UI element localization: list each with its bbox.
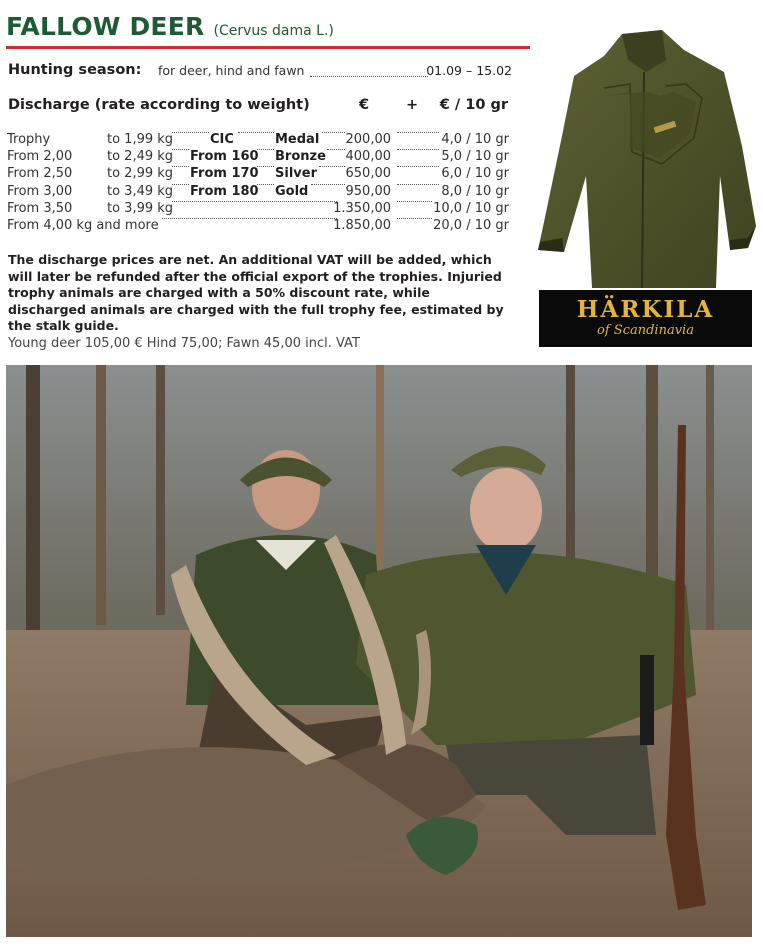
col-per-10gr: € / 10 gr <box>439 97 508 113</box>
rate-price: 400,00 <box>345 149 391 165</box>
rate-bracket: From 160 <box>190 149 259 165</box>
rate-from: From 3,00 <box>7 183 73 199</box>
brand-tagline: of Scandinavia <box>597 323 694 338</box>
title-rule <box>6 46 530 49</box>
season-dates: 01.09 – 15.02 <box>426 63 512 78</box>
rate-per-10gr: 20,0 / 10 gr <box>433 217 509 233</box>
rates-table <box>7 132 509 235</box>
leader-dots <box>397 201 432 202</box>
leader-dots <box>397 184 439 185</box>
leader-dots <box>397 132 439 133</box>
jacket-image <box>534 26 760 288</box>
rate-medal: Medal <box>275 132 320 147</box>
rate-to: to 2,99 kg <box>107 166 174 182</box>
hunting-season-row <box>8 62 512 78</box>
leader-dots <box>257 184 274 185</box>
rate-bracket: From 180 <box>190 183 259 199</box>
hunting-photo <box>6 365 752 937</box>
leader-dots <box>397 218 432 219</box>
rate-price: 950,00 <box>345 183 391 199</box>
season-text: for deer, hind and fawn <box>158 63 305 78</box>
rate-from: From 2,00 <box>7 149 73 165</box>
leader-dots <box>172 201 337 202</box>
rate-to: to 3,49 kg <box>107 183 174 199</box>
rate-row <box>7 149 509 166</box>
rate-from: From 2,50 <box>7 166 73 182</box>
leader-dots <box>257 166 274 167</box>
rate-medal: Bronze <box>275 149 326 165</box>
rate-from: Trophy <box>7 132 51 147</box>
leader-dots <box>238 132 274 133</box>
leader-dots <box>397 166 439 167</box>
leader-dots <box>257 149 274 150</box>
leader-dots <box>172 184 189 185</box>
brand-name: HÄRKILA <box>576 296 715 323</box>
season-label: Hunting season: <box>8 62 142 78</box>
rate-to: to 2,49 kg <box>107 149 174 165</box>
leader-dots <box>310 76 428 77</box>
leader-dots <box>397 149 439 150</box>
rate-price: 650,00 <box>345 166 391 182</box>
rate-to: to 3,99 kg <box>107 200 174 216</box>
rate-price: 200,00 <box>345 132 391 147</box>
leader-dots <box>319 166 345 167</box>
col-plus: + <box>406 97 419 113</box>
discharge-heading: Discharge (rate according to weight) <box>8 97 310 113</box>
rate-per-10gr: 8,0 / 10 gr <box>441 183 509 199</box>
rate-from: From 3,50 <box>7 200 73 216</box>
rate-price: 1.350,00 <box>333 200 391 216</box>
title-latin: (Cervus dama L.) <box>213 23 334 39</box>
leader-dots <box>322 132 345 133</box>
rate-from: From 4,00 kg and more <box>7 217 159 233</box>
rate-row <box>7 184 509 201</box>
rate-bracket: CIC <box>210 132 234 147</box>
rate-bracket: From 170 <box>190 166 259 182</box>
rate-price: 1.850,00 <box>333 217 391 233</box>
rate-per-10gr: 5,0 / 10 gr <box>441 149 509 165</box>
leader-dots <box>172 166 189 167</box>
rate-medal: Gold <box>275 183 309 199</box>
discharge-heading-row <box>8 97 508 113</box>
rate-row <box>7 166 509 183</box>
rate-medal: Silver <box>275 166 317 182</box>
rate-to: to 1,99 kg <box>107 132 174 147</box>
young-deer-prices: Young deer 105,00 € Hind 75,00; Fawn 45,00 incl. VAT <box>8 336 360 351</box>
page-title <box>6 12 334 41</box>
price-note: The discharge prices are net. An additional VAT will be added, which will later be refunded after the official export of the trophies. Injuried trophy animals are charged with a 50% discount rate, while discharged animals are charged with the full trophy fee, estimated by the stalk guide. <box>8 252 504 333</box>
rate-row <box>7 201 509 218</box>
leader-dots <box>311 184 345 185</box>
leader-dots <box>327 149 345 150</box>
leader-dots <box>162 218 337 219</box>
leader-dots <box>172 132 209 133</box>
harkila-logo <box>539 290 752 347</box>
rate-per-10gr: 6,0 / 10 gr <box>441 166 509 182</box>
rate-per-10gr: 4,0 / 10 gr <box>441 132 509 147</box>
leader-dots <box>172 149 189 150</box>
rate-row <box>7 218 509 235</box>
rate-per-10gr: 10,0 / 10 gr <box>433 200 509 216</box>
rate-row <box>7 132 509 149</box>
col-euro: € <box>359 97 370 113</box>
title-main: FALLOW DEER <box>6 12 205 41</box>
